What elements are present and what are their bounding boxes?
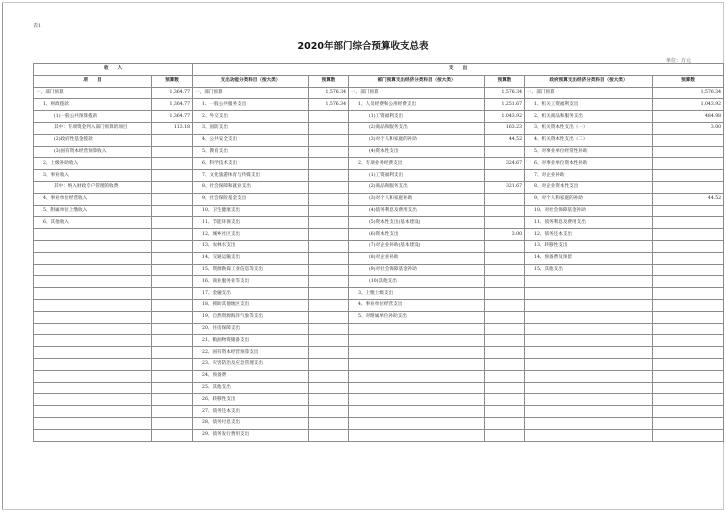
dept-econ-class-cell	[349, 358, 485, 370]
gov-budget-cell	[653, 394, 724, 406]
gov-budget-cell	[653, 158, 724, 170]
gov-budget-cell: 484.98	[653, 111, 724, 123]
gov-budget-cell	[653, 217, 724, 229]
dept-budget-cell	[485, 311, 525, 323]
gov-econ-class-cell	[525, 370, 653, 382]
table-row	[34, 146, 724, 158]
func-budget-cell	[309, 229, 349, 241]
income-item-cell	[34, 406, 152, 418]
income-budget-cell	[152, 240, 193, 252]
table-row	[34, 394, 724, 406]
dept-econ-class-cell: 4、事业单位经营支出	[349, 299, 485, 311]
dept-econ-class-cell	[349, 370, 485, 382]
gov-budget-cell	[653, 417, 724, 429]
func-class-cell: 14、交通运输支出	[193, 252, 309, 264]
dept-budget-cell	[485, 429, 525, 441]
dept-budget-cell	[485, 323, 525, 335]
income-item-cell	[34, 429, 152, 441]
gov-budget-cell	[653, 229, 724, 241]
func-budget-cell	[309, 181, 349, 193]
func-budget-cell: 1,576.34	[309, 87, 349, 99]
func-budget-cell	[309, 252, 349, 264]
dept-budget-cell: 1,576.34	[485, 87, 525, 99]
income-item-cell: (3)国有资本经营预算收入	[34, 146, 152, 158]
gov-budget-cell	[653, 205, 724, 217]
gov-econ-class-cell	[525, 417, 653, 429]
gov-budget-cell	[653, 347, 724, 359]
func-budget-cell	[309, 429, 349, 441]
gov-econ-class-cell	[525, 276, 653, 288]
income-item-cell	[34, 311, 152, 323]
func-class-cell: 5、教育支出	[193, 146, 309, 158]
income-budget-cell	[152, 370, 193, 382]
table-row	[34, 323, 724, 335]
table-row	[34, 358, 724, 370]
func-class-cell: 10、卫生健康支出	[193, 205, 309, 217]
func-budget-cell	[309, 111, 349, 123]
func-class-cell: 一、部门预算	[193, 87, 309, 99]
gov-econ-class-cell: 8、对企业资本性支出	[525, 181, 653, 193]
gov-budget-cell	[653, 323, 724, 335]
func-class-cell: 8、社会保障和就业支出	[193, 181, 309, 193]
gov-econ-class-header: 政府预算支出经济分类科目（按大类）	[525, 75, 653, 87]
dept-budget-cell	[485, 193, 525, 205]
income-budget-cell	[152, 323, 193, 335]
gov-econ-class-cell: 4、机关资本性支出（二）	[525, 134, 653, 146]
dept-budget-cell: 324.67	[485, 158, 525, 170]
income-budget-cell	[152, 276, 193, 288]
table-row	[34, 134, 724, 146]
func-class-cell: 25、其他支出	[193, 382, 309, 394]
income-item-cell: 5、附属单位上缴收入	[34, 205, 152, 217]
table-row	[34, 370, 724, 382]
table-row	[34, 252, 724, 264]
func-class-cell: 21、粮油物资储备支出	[193, 335, 309, 347]
income-item-cell	[34, 229, 152, 241]
table-row	[34, 122, 724, 134]
gov-econ-class-cell: 5、对事业单位经常性补助	[525, 146, 653, 158]
table-row	[34, 240, 724, 252]
dept-econ-class-cell	[349, 406, 485, 418]
dept-econ-class-cell: 5、对附属单位补助支出	[349, 311, 485, 323]
table-row	[34, 264, 724, 276]
dept-econ-class-cell: (6)资本性支出	[349, 229, 485, 241]
income-budget-cell	[152, 394, 193, 406]
gov-budget-cell	[653, 429, 724, 441]
gov-budget-cell	[653, 252, 724, 264]
income-budget-cell	[152, 347, 193, 359]
gov-budget-cell	[653, 358, 724, 370]
table-row	[34, 99, 724, 111]
func-class-cell: 1、一般公共服务支出	[193, 99, 309, 111]
gov-budget-cell	[653, 276, 724, 288]
income-item-cell	[34, 417, 152, 429]
dept-econ-class-cell: 1、人员经费和公用经费支出	[349, 99, 485, 111]
func-class-header: 支出功能分类科目（按大类）	[193, 75, 309, 87]
table-row	[34, 111, 724, 123]
func-class-cell: 17、金融支出	[193, 288, 309, 300]
func-class-cell: 24、预备费	[193, 370, 309, 382]
dept-budget-cell: 44.52	[485, 134, 525, 146]
func-budget-cell	[309, 217, 349, 229]
table-row	[34, 335, 724, 347]
table-row	[34, 193, 724, 205]
dept-econ-class-cell: (4)债务利息及费用支出	[349, 205, 485, 217]
income-item-cell: 3、事业收入	[34, 170, 152, 182]
dept-budget-cell	[485, 394, 525, 406]
gov-econ-class-cell: 15、其他支出	[525, 264, 653, 276]
group-header-row	[34, 64, 724, 76]
income-budget-cell	[152, 264, 193, 276]
gov-budget-cell	[653, 146, 724, 158]
dept-budget-cell	[485, 276, 525, 288]
gov-econ-class-cell: 14、预备费及预留	[525, 252, 653, 264]
table-row	[34, 87, 724, 99]
income-item-cell	[34, 323, 152, 335]
income-item-cell	[34, 382, 152, 394]
income-budget-cell	[152, 252, 193, 264]
table-row	[34, 288, 724, 300]
dept-econ-class-cell: (7)对企业补助(基本建设)	[349, 240, 485, 252]
income-item-cell	[34, 299, 152, 311]
func-budget-cell	[309, 146, 349, 158]
gov-budget-cell	[653, 134, 724, 146]
func-budget-cell	[309, 299, 349, 311]
income-budget-cell: 1,364.77	[152, 99, 193, 111]
gov-econ-class-cell: 一、部门预算	[525, 87, 653, 99]
income-item-cell	[34, 347, 152, 359]
func-class-cell: 22、国有资本经营预算支出	[193, 347, 309, 359]
func-budget-cell	[309, 288, 349, 300]
dept-budget-cell	[485, 146, 525, 158]
func-budget-cell	[309, 382, 349, 394]
gov-econ-class-cell: 6、对事业单位资本性补助	[525, 158, 653, 170]
func-class-cell: 28、债务付息支出	[193, 417, 309, 429]
gov-econ-class-cell	[525, 299, 653, 311]
func-class-cell: 6、科学技术支出	[193, 158, 309, 170]
gov-budget-cell: 3.00	[653, 122, 724, 134]
gov-econ-class-cell	[525, 429, 653, 441]
income-item-cell	[34, 358, 152, 370]
dept-econ-class-cell: (4)资本性支出	[349, 146, 485, 158]
func-budget-cell	[309, 370, 349, 382]
dept-budget-header: 预算数	[485, 75, 525, 87]
gov-econ-class-cell	[525, 394, 653, 406]
func-class-cell: 4、公共安全支出	[193, 134, 309, 146]
income-budget-header: 预算数	[152, 75, 193, 87]
dept-econ-class-cell	[349, 335, 485, 347]
func-budget-cell	[309, 170, 349, 182]
dept-econ-class-cell: (8)对企业补助	[349, 252, 485, 264]
gov-econ-class-cell: 13、转移性支出	[525, 240, 653, 252]
func-budget-cell	[309, 158, 349, 170]
table-number: 表1	[33, 23, 42, 29]
dept-budget-cell	[485, 299, 525, 311]
income-item-cell	[34, 394, 152, 406]
func-class-cell: 27、债务还本支出	[193, 406, 309, 418]
gov-budget-cell	[653, 240, 724, 252]
dept-econ-class-cell: (10)其他支出	[349, 276, 485, 288]
income-budget-cell	[152, 382, 193, 394]
income-item-cell: 1、财政拨款	[34, 99, 152, 111]
gov-budget-cell	[653, 264, 724, 276]
table-row	[34, 158, 724, 170]
dept-budget-cell	[485, 406, 525, 418]
income-item-cell	[34, 264, 152, 276]
func-class-cell: 12、城乡社区支出	[193, 229, 309, 241]
table-row	[34, 311, 724, 323]
dept-econ-class-cell: (1)工资福利支出	[349, 111, 485, 123]
gov-econ-class-cell: 12、债务还本支出	[525, 229, 653, 241]
page-border-top	[2, 2, 724, 3]
dept-budget-cell	[485, 335, 525, 347]
func-budget-cell	[309, 417, 349, 429]
dept-budget-cell	[485, 370, 525, 382]
gov-econ-class-cell	[525, 382, 653, 394]
dept-budget-cell: 1,043.92	[485, 111, 525, 123]
func-class-cell: 26、转移性支出	[193, 394, 309, 406]
gov-econ-class-cell: 3、机关资本性支出（一）	[525, 122, 653, 134]
gov-econ-class-cell	[525, 406, 653, 418]
income-budget-cell: 113.18	[152, 122, 193, 134]
table-row	[34, 382, 724, 394]
income-budget-cell	[152, 134, 193, 146]
dept-econ-class-cell	[349, 323, 485, 335]
income-item-cell: 2、上级补助收入	[34, 158, 152, 170]
func-budget-cell	[309, 311, 349, 323]
dept-econ-class-cell	[349, 394, 485, 406]
table-row	[34, 205, 724, 217]
dept-econ-class-cell: (1)工资福利支出	[349, 170, 485, 182]
func-budget-header: 预算数	[309, 75, 349, 87]
income-budget-cell	[152, 335, 193, 347]
func-budget-cell	[309, 347, 349, 359]
income-item-cell: 一、部门预算	[34, 87, 152, 99]
table-row	[34, 229, 724, 241]
income-budget-cell: 1,364.77	[152, 111, 193, 123]
income-budget-cell	[152, 311, 193, 323]
dept-econ-class-cell: 3、上缴上级支出	[349, 288, 485, 300]
income-item-cell	[34, 288, 152, 300]
gov-econ-class-cell	[525, 347, 653, 359]
income-item-cell: (2)政府性基金拨款	[34, 134, 152, 146]
table-row	[34, 299, 724, 311]
income-budget-cell	[152, 429, 193, 441]
func-class-cell: 11、节能环保支出	[193, 217, 309, 229]
income-budget-cell	[152, 406, 193, 418]
func-class-cell: 13、农林水支出	[193, 240, 309, 252]
dept-budget-cell	[485, 264, 525, 276]
expense-group-header: 支 出	[193, 64, 724, 76]
func-class-cell: 15、资源勘探工业信息等支出	[193, 264, 309, 276]
income-group-header: 收 入	[34, 64, 193, 76]
gov-budget-cell	[653, 181, 724, 193]
dept-budget-cell: 321.67	[485, 181, 525, 193]
dept-budget-cell	[485, 217, 525, 229]
func-class-cell: 3、国防支出	[193, 122, 309, 134]
dept-econ-class-cell: (5)资本性支出(基本建设)	[349, 217, 485, 229]
func-budget-cell	[309, 240, 349, 252]
func-budget-cell	[309, 276, 349, 288]
column-header-row	[34, 75, 724, 87]
income-item-cell: 6、其他收入	[34, 217, 152, 229]
table-row	[34, 276, 724, 288]
income-item-cell	[34, 276, 152, 288]
income-budget-cell	[152, 288, 193, 300]
func-class-cell: 9、社会保险基金支出	[193, 193, 309, 205]
gov-budget-cell	[653, 170, 724, 182]
table-row	[34, 217, 724, 229]
dept-budget-cell: 163.23	[485, 122, 525, 134]
table-row	[34, 181, 724, 193]
income-item-cell	[34, 240, 152, 252]
income-item-cell: 4、事业单位经营收入	[34, 193, 152, 205]
page-border-bottom	[2, 509, 724, 510]
func-budget-cell	[309, 394, 349, 406]
func-budget-cell	[309, 264, 349, 276]
dept-econ-class-cell	[349, 429, 485, 441]
income-budget-cell	[152, 181, 193, 193]
func-class-cell: 2、外交支出	[193, 111, 309, 123]
gov-budget-cell	[653, 406, 724, 418]
func-class-cell: 7、文化旅游体育与传媒支出	[193, 170, 309, 182]
gov-budget-header: 预算数	[653, 75, 724, 87]
dept-econ-class-header: 部门预算支出经济分类科目（按大类）	[349, 75, 485, 87]
income-item-cell: 其中：专项资金列入部门预算的项目	[34, 122, 152, 134]
gov-econ-class-cell: 11、债务利息及费用支出	[525, 217, 653, 229]
dept-budget-cell: 3.00	[485, 229, 525, 241]
func-budget-cell	[309, 122, 349, 134]
income-budget-cell	[152, 299, 193, 311]
dept-budget-cell	[485, 347, 525, 359]
gov-budget-cell	[653, 370, 724, 382]
gov-budget-cell: 1,043.92	[653, 99, 724, 111]
table-row	[34, 170, 724, 182]
income-item-cell: 其中：纳入财政专户管理的收费	[34, 181, 152, 193]
gov-econ-class-cell	[525, 335, 653, 347]
income-budget-cell	[152, 146, 193, 158]
income-budget-cell	[152, 193, 193, 205]
income-budget-cell	[152, 170, 193, 182]
table-row	[34, 347, 724, 359]
gov-budget-cell	[653, 299, 724, 311]
gov-econ-class-cell: 2、机关商品和服务支出	[525, 111, 653, 123]
func-budget-cell	[309, 205, 349, 217]
dept-budget-cell	[485, 240, 525, 252]
table-row	[34, 429, 724, 441]
func-budget-cell	[309, 193, 349, 205]
income-budget-cell	[152, 358, 193, 370]
func-budget-cell	[309, 406, 349, 418]
dept-econ-class-cell	[349, 382, 485, 394]
dept-budget-cell	[485, 252, 525, 264]
dept-budget-cell: 1,251.67	[485, 99, 525, 111]
dept-econ-class-cell: (2)商品和服务支出	[349, 122, 485, 134]
func-budget-cell	[309, 134, 349, 146]
gov-budget-cell: 44.52	[653, 193, 724, 205]
page-border-left	[2, 2, 3, 510]
income-budget-cell: 1,364.77	[152, 87, 193, 99]
dept-budget-cell	[485, 170, 525, 182]
dept-econ-class-cell: 2、专项业务经费支出	[349, 158, 485, 170]
table-row	[34, 406, 724, 418]
gov-econ-class-cell	[525, 311, 653, 323]
dept-budget-cell	[485, 417, 525, 429]
dept-econ-class-cell: (3)对个人和家庭的补助	[349, 134, 485, 146]
income-budget-cell	[152, 229, 193, 241]
gov-econ-class-cell: 1、机关工资福利支出	[525, 99, 653, 111]
dept-budget-cell	[485, 358, 525, 370]
gov-econ-class-cell: 7、对企业补助	[525, 170, 653, 182]
dept-econ-class-cell: 一、部门预算	[349, 87, 485, 99]
gov-econ-class-cell: 9、对个人和家庭的补助	[525, 193, 653, 205]
income-item-cell	[34, 335, 152, 347]
func-class-cell: 16、商业服务业等支出	[193, 276, 309, 288]
func-budget-cell	[309, 323, 349, 335]
gov-budget-cell	[653, 335, 724, 347]
dept-econ-class-cell: (9)对社会保障基金补助	[349, 264, 485, 276]
func-budget-cell	[309, 358, 349, 370]
dept-econ-class-cell	[349, 347, 485, 359]
income-item-cell	[34, 370, 152, 382]
func-class-cell: 29、债务发行费用支出	[193, 429, 309, 441]
unit-label: 单位：万元	[666, 58, 692, 64]
gov-budget-cell	[653, 288, 724, 300]
income-budget-cell	[152, 205, 193, 217]
func-class-cell: 20、住房保障支出	[193, 323, 309, 335]
func-class-cell: 19、自然资源海洋气象等支出	[193, 311, 309, 323]
gov-econ-class-cell	[525, 323, 653, 335]
dept-econ-class-cell: (2)商品和服务支出	[349, 181, 485, 193]
dept-budget-cell	[485, 205, 525, 217]
func-class-cell: 23、灾害防治及应急管理支出	[193, 358, 309, 370]
dept-econ-class-cell: (3)对个人和家庭补助	[349, 193, 485, 205]
gov-econ-class-cell	[525, 358, 653, 370]
gov-budget-cell	[653, 382, 724, 394]
func-budget-cell	[309, 335, 349, 347]
gov-budget-cell	[653, 311, 724, 323]
income-budget-cell	[152, 217, 193, 229]
table-row	[34, 417, 724, 429]
func-class-cell: 18、援助其他地区支出	[193, 299, 309, 311]
income-budget-cell	[152, 417, 193, 429]
gov-econ-class-cell	[525, 288, 653, 300]
gov-budget-cell: 1,576.34	[653, 87, 724, 99]
income-budget-cell	[152, 158, 193, 170]
budget-summary-table	[33, 63, 724, 442]
dept-budget-cell	[485, 288, 525, 300]
income-item-header: 项 目	[34, 75, 152, 87]
income-item-cell	[34, 252, 152, 264]
gov-econ-class-cell: 10、对社会保障基金补助	[525, 205, 653, 217]
document-title: 2020年部门综合预算收支总表	[297, 41, 429, 52]
func-budget-cell: 1,576.34	[309, 99, 349, 111]
income-item-cell: (1)一般公共预算拨款	[34, 111, 152, 123]
dept-budget-cell	[485, 382, 525, 394]
dept-econ-class-cell	[349, 417, 485, 429]
